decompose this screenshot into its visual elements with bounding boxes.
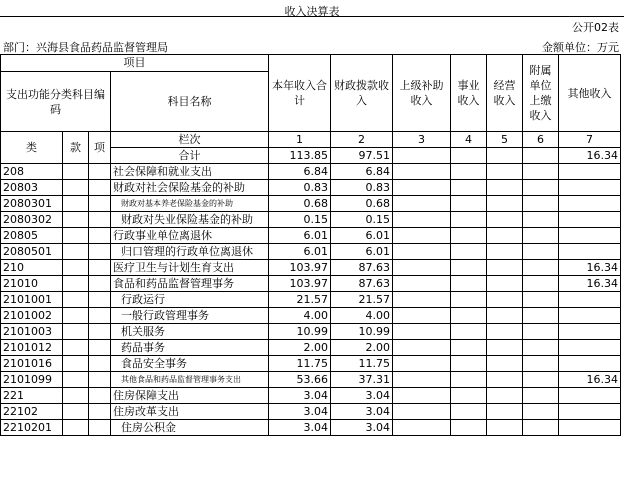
row-subject-name: 药品事务 xyxy=(111,340,269,356)
row-value-7 xyxy=(559,228,621,244)
row-value-5 xyxy=(487,324,523,340)
row-value-6 xyxy=(523,164,559,180)
row-value-6 xyxy=(523,244,559,260)
total-col-1: 113.85 xyxy=(269,148,331,164)
row-code: 2080302 xyxy=(1,212,63,228)
table-row xyxy=(1,244,621,260)
row-value-5 xyxy=(487,340,523,356)
row-value-5 xyxy=(487,308,523,324)
function-code-header: 支出功能分类科目编码 xyxy=(1,72,111,132)
row-xiang xyxy=(89,372,111,388)
row-subject-name: 社会保障和就业支出 xyxy=(111,164,269,180)
col-header-6: 附属单位上缴收入 xyxy=(523,55,559,132)
row-value-4 xyxy=(451,324,487,340)
row-value-7 xyxy=(559,420,621,436)
row-xiang xyxy=(89,340,111,356)
row-value-3 xyxy=(393,308,451,324)
total-col-6 xyxy=(523,148,559,164)
row-value-5 xyxy=(487,356,523,372)
row-value-7: 16.34 xyxy=(559,276,621,292)
amount-unit-label: 金额单位：万元 xyxy=(542,41,619,54)
row-value-5 xyxy=(487,388,523,404)
row-kuan xyxy=(63,340,89,356)
row-value-5 xyxy=(487,180,523,196)
item-header: 项目 xyxy=(1,55,269,72)
row-value-2: 0.68 xyxy=(331,196,393,212)
row-value-6 xyxy=(523,404,559,420)
col-num-7: 7 xyxy=(559,132,621,148)
table-row xyxy=(1,356,621,372)
row-value-1: 53.66 xyxy=(269,372,331,388)
row-value-2: 10.99 xyxy=(331,324,393,340)
row-value-7 xyxy=(559,340,621,356)
row-value-2: 0.15 xyxy=(331,212,393,228)
row-value-1: 2.00 xyxy=(269,340,331,356)
row-value-1: 21.57 xyxy=(269,292,331,308)
row-subject-name: 其他食品和药品监督管理事务支出 xyxy=(111,372,269,388)
row-value-3 xyxy=(393,340,451,356)
total-col-3 xyxy=(393,148,451,164)
row-value-4 xyxy=(451,228,487,244)
row-value-2: 3.04 xyxy=(331,388,393,404)
row-value-2: 3.04 xyxy=(331,404,393,420)
row-value-6 xyxy=(523,228,559,244)
row-value-7 xyxy=(559,324,621,340)
row-code: 2101099 xyxy=(1,372,63,388)
row-value-6 xyxy=(523,372,559,388)
total-label: 合计 xyxy=(111,148,269,164)
row-kuan xyxy=(63,308,89,324)
row-value-4 xyxy=(451,212,487,228)
row-value-3 xyxy=(393,228,451,244)
row-value-1: 103.97 xyxy=(269,260,331,276)
row-kuan xyxy=(63,260,89,276)
row-value-4 xyxy=(451,340,487,356)
table-row xyxy=(1,164,621,180)
row-value-3 xyxy=(393,292,451,308)
row-value-1: 0.15 xyxy=(269,212,331,228)
row-value-7 xyxy=(559,388,621,404)
row-kuan xyxy=(63,324,89,340)
row-value-1: 6.01 xyxy=(269,244,331,260)
row-value-5 xyxy=(487,276,523,292)
row-code: 22102 xyxy=(1,404,63,420)
row-value-3 xyxy=(393,372,451,388)
row-value-4 xyxy=(451,244,487,260)
row-value-1: 103.97 xyxy=(269,276,331,292)
row-value-3 xyxy=(393,356,451,372)
row-value-3 xyxy=(393,260,451,276)
row-value-7: 16.34 xyxy=(559,260,621,276)
row-value-7 xyxy=(559,308,621,324)
table-row xyxy=(1,388,621,404)
row-kuan xyxy=(63,228,89,244)
row-code: 20805 xyxy=(1,228,63,244)
row-xiang xyxy=(89,244,111,260)
row-xiang xyxy=(89,356,111,372)
row-code: 2080501 xyxy=(1,244,63,260)
xiang-header: 项 xyxy=(89,132,111,164)
row-code: 2101003 xyxy=(1,324,63,340)
row-code: 2210201 xyxy=(1,420,63,436)
row-value-6 xyxy=(523,420,559,436)
row-xiang xyxy=(89,388,111,404)
row-value-1: 11.75 xyxy=(269,356,331,372)
col-num-5: 5 xyxy=(487,132,523,148)
row-value-1: 4.00 xyxy=(269,308,331,324)
lei-header: 类 xyxy=(1,132,63,164)
row-value-3 xyxy=(393,388,451,404)
row-value-2: 3.04 xyxy=(331,420,393,436)
row-value-7: 16.34 xyxy=(559,372,621,388)
row-value-5 xyxy=(487,212,523,228)
row-value-6 xyxy=(523,388,559,404)
row-xiang xyxy=(89,292,111,308)
row-value-4 xyxy=(451,388,487,404)
title-divider xyxy=(0,16,624,17)
row-value-4 xyxy=(451,180,487,196)
table-row xyxy=(1,404,621,420)
report-title: 收入决算表 xyxy=(284,5,340,18)
table-row xyxy=(1,212,621,228)
row-value-6 xyxy=(523,260,559,276)
row-value-1: 0.83 xyxy=(269,180,331,196)
row-subject-name: 食品安全事务 xyxy=(111,356,269,372)
row-value-3 xyxy=(393,276,451,292)
row-value-3 xyxy=(393,164,451,180)
row-subject-name: 食品和药品监督管理事务 xyxy=(111,276,269,292)
row-code: 21010 xyxy=(1,276,63,292)
row-value-1: 3.04 xyxy=(269,388,331,404)
row-xiang xyxy=(89,404,111,420)
row-kuan xyxy=(63,356,89,372)
kuan-header: 款 xyxy=(63,132,89,164)
table-row xyxy=(1,420,621,436)
form-number: 公开02表 xyxy=(572,21,619,34)
row-value-7 xyxy=(559,404,621,420)
row-value-2: 6.01 xyxy=(331,244,393,260)
row-subject-name: 财政对社会保险基金的补助 xyxy=(111,180,269,196)
row-code: 2101012 xyxy=(1,340,63,356)
row-code: 2080301 xyxy=(1,196,63,212)
row-value-3 xyxy=(393,196,451,212)
row-value-6 xyxy=(523,356,559,372)
department-label: 部门：兴海县食品药品监督管理局 xyxy=(3,41,168,54)
col-header-7: 其他收入 xyxy=(559,55,621,132)
row-value-7 xyxy=(559,244,621,260)
row-value-1: 6.01 xyxy=(269,228,331,244)
row-value-5 xyxy=(487,164,523,180)
row-value-2: 11.75 xyxy=(331,356,393,372)
row-value-1: 0.68 xyxy=(269,196,331,212)
col-num-4: 4 xyxy=(451,132,487,148)
row-value-4 xyxy=(451,372,487,388)
total-col-2: 97.51 xyxy=(331,148,393,164)
income-table xyxy=(0,54,621,436)
row-value-2: 21.57 xyxy=(331,292,393,308)
total-col-4 xyxy=(451,148,487,164)
subject-name-header: 科目名称 xyxy=(111,72,269,132)
row-value-1: 3.04 xyxy=(269,420,331,436)
col-header-4: 事业收入 xyxy=(451,55,487,132)
row-kuan xyxy=(63,180,89,196)
row-value-3 xyxy=(393,212,451,228)
col-header-2: 财政拨款收入 xyxy=(331,55,393,132)
row-value-6 xyxy=(523,308,559,324)
row-value-6 xyxy=(523,212,559,228)
table-row xyxy=(1,276,621,292)
row-xiang xyxy=(89,260,111,276)
row-value-2: 37.31 xyxy=(331,372,393,388)
row-value-4 xyxy=(451,260,487,276)
row-xiang xyxy=(89,308,111,324)
row-code: 2101001 xyxy=(1,292,63,308)
row-value-4 xyxy=(451,308,487,324)
row-value-3 xyxy=(393,404,451,420)
row-kuan xyxy=(63,420,89,436)
row-subject-name: 财政对基本养老保险基金的补助 xyxy=(111,196,269,212)
table-row xyxy=(1,308,621,324)
row-value-7 xyxy=(559,292,621,308)
table-row xyxy=(1,196,621,212)
total-col-5 xyxy=(487,148,523,164)
row-code: 2101016 xyxy=(1,356,63,372)
row-value-2: 2.00 xyxy=(331,340,393,356)
row-subject-name: 住房公积金 xyxy=(111,420,269,436)
row-xiang xyxy=(89,420,111,436)
row-value-7 xyxy=(559,212,621,228)
row-value-4 xyxy=(451,276,487,292)
row-value-3 xyxy=(393,324,451,340)
row-value-5 xyxy=(487,260,523,276)
row-xiang xyxy=(89,180,111,196)
row-subject-name: 财政对失业保险基金的补助 xyxy=(111,212,269,228)
row-value-5 xyxy=(487,244,523,260)
row-value-6 xyxy=(523,340,559,356)
row-value-5 xyxy=(487,420,523,436)
row-value-7 xyxy=(559,356,621,372)
table-row xyxy=(1,180,621,196)
row-value-5 xyxy=(487,404,523,420)
col-header-1: 本年收入合计 xyxy=(269,55,331,132)
row-kuan xyxy=(63,388,89,404)
row-value-2: 0.83 xyxy=(331,180,393,196)
row-value-7 xyxy=(559,180,621,196)
row-value-2: 6.84 xyxy=(331,164,393,180)
row-value-5 xyxy=(487,228,523,244)
table-row xyxy=(1,260,621,276)
row-xiang xyxy=(89,164,111,180)
table-row xyxy=(1,324,621,340)
row-value-5 xyxy=(487,372,523,388)
col-header-5: 经营收入 xyxy=(487,55,523,132)
row-value-4 xyxy=(451,356,487,372)
row-value-1: 6.84 xyxy=(269,164,331,180)
row-code: 20803 xyxy=(1,180,63,196)
col-header-3: 上级补助收入 xyxy=(393,55,451,132)
col-num-1: 1 xyxy=(269,132,331,148)
row-code: 210 xyxy=(1,260,63,276)
col-num-3: 3 xyxy=(393,132,451,148)
row-xiang xyxy=(89,212,111,228)
row-subject-name: 医疗卫生与计划生育支出 xyxy=(111,260,269,276)
table-row xyxy=(1,292,621,308)
row-value-7 xyxy=(559,196,621,212)
row-value-3 xyxy=(393,180,451,196)
row-value-5 xyxy=(487,196,523,212)
row-value-6 xyxy=(523,196,559,212)
row-subject-name: 机关服务 xyxy=(111,324,269,340)
row-subject-name: 一般行政管理事务 xyxy=(111,308,269,324)
row-subject-name: 归口管理的行政单位离退休 xyxy=(111,244,269,260)
row-subject-name: 行政事业单位离退休 xyxy=(111,228,269,244)
row-value-1: 3.04 xyxy=(269,404,331,420)
row-value-6 xyxy=(523,276,559,292)
table-row xyxy=(1,340,621,356)
row-code: 208 xyxy=(1,164,63,180)
row-value-4 xyxy=(451,292,487,308)
row-value-6 xyxy=(523,324,559,340)
row-xiang xyxy=(89,228,111,244)
col-num-2: 2 xyxy=(331,132,393,148)
row-value-4 xyxy=(451,164,487,180)
table-row xyxy=(1,372,621,388)
row-value-3 xyxy=(393,420,451,436)
row-value-3 xyxy=(393,244,451,260)
row-subject-name: 住房改革支出 xyxy=(111,404,269,420)
row-value-2: 6.01 xyxy=(331,228,393,244)
col-num-6: 6 xyxy=(523,132,559,148)
row-xiang xyxy=(89,196,111,212)
row-value-7 xyxy=(559,164,621,180)
row-kuan xyxy=(63,196,89,212)
table-row xyxy=(1,228,621,244)
row-value-6 xyxy=(523,180,559,196)
row-value-6 xyxy=(523,292,559,308)
row-value-1: 10.99 xyxy=(269,324,331,340)
row-subject-name: 住房保障支出 xyxy=(111,388,269,404)
row-value-4 xyxy=(451,196,487,212)
row-value-5 xyxy=(487,292,523,308)
row-code: 221 xyxy=(1,388,63,404)
column-number-label: 栏次 xyxy=(111,132,269,148)
row-value-4 xyxy=(451,404,487,420)
row-subject-name: 行政运行 xyxy=(111,292,269,308)
row-kuan xyxy=(63,292,89,308)
row-kuan xyxy=(63,164,89,180)
row-kuan xyxy=(63,276,89,292)
row-kuan xyxy=(63,212,89,228)
row-value-2: 87.63 xyxy=(331,276,393,292)
total-col-7: 16.34 xyxy=(559,148,621,164)
row-xiang xyxy=(89,324,111,340)
row-code: 2101002 xyxy=(1,308,63,324)
row-value-2: 4.00 xyxy=(331,308,393,324)
row-value-4 xyxy=(451,420,487,436)
row-kuan xyxy=(63,244,89,260)
row-xiang xyxy=(89,276,111,292)
row-value-2: 87.63 xyxy=(331,260,393,276)
row-kuan xyxy=(63,372,89,388)
row-kuan xyxy=(63,404,89,420)
